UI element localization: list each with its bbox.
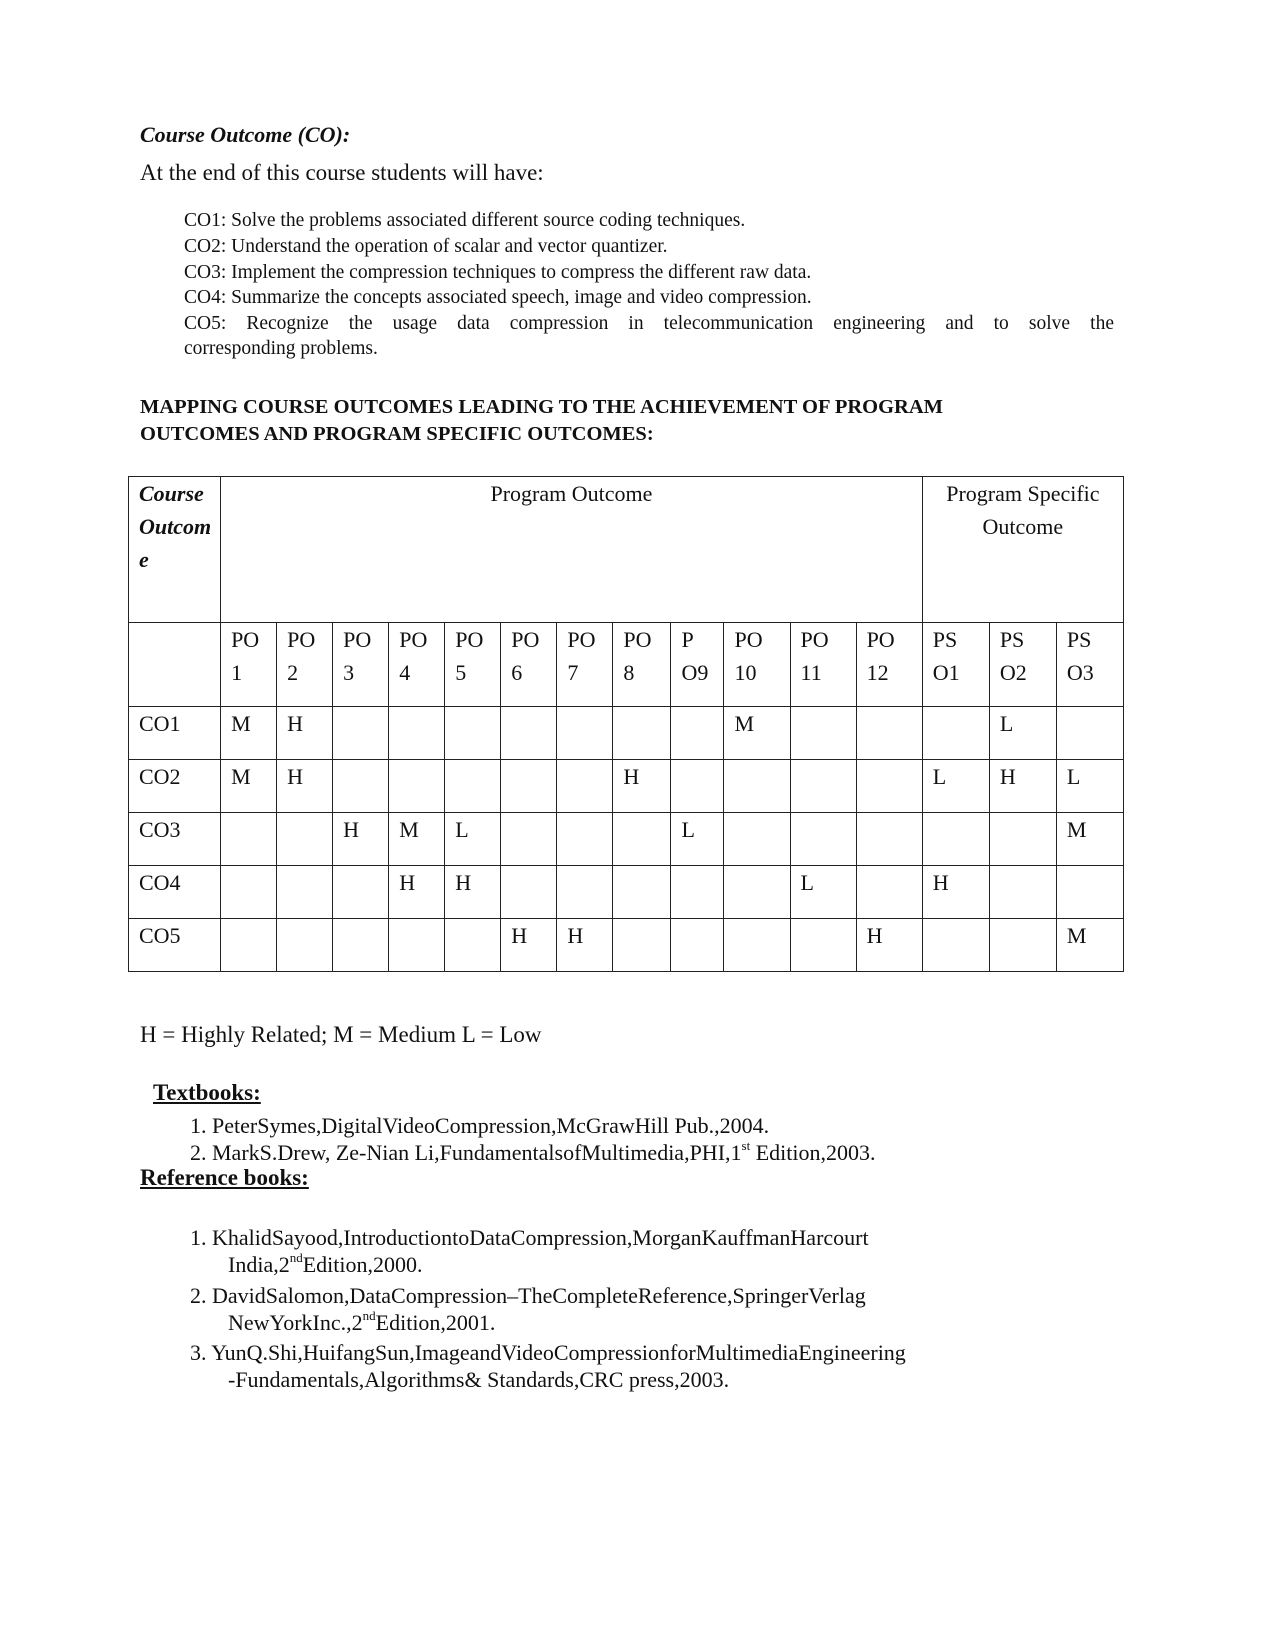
mapping-cell xyxy=(671,707,724,760)
mapping-cell: M xyxy=(1056,919,1123,972)
column-header xyxy=(724,623,790,707)
mapping-cell xyxy=(389,707,445,760)
column-header xyxy=(613,623,671,707)
reference-item-text: NewYorkInc.,2 xyxy=(228,1310,363,1335)
reference-item-line-1: YunQ.Shi,HuifangSun,ImageandVideoCompressionforMultimediaEngineering xyxy=(211,1340,906,1365)
column-header-line-1: PO xyxy=(800,627,829,652)
mapping-cell xyxy=(445,919,501,972)
column-header-line-1: PS xyxy=(932,627,958,652)
mapping-cell xyxy=(856,813,922,866)
mapping-cell xyxy=(856,866,922,919)
column-header-line-2: 12 xyxy=(866,660,889,685)
column-header-line-2: 1 xyxy=(231,660,243,685)
column-header xyxy=(221,623,277,707)
column-header xyxy=(989,623,1056,707)
row-co-label: CO5 xyxy=(129,919,221,972)
mapping-cell xyxy=(333,919,389,972)
row-co-label: CO4 xyxy=(129,866,221,919)
textbook-item-2 xyxy=(190,1140,875,1166)
table-row xyxy=(129,760,1124,813)
column-header-line-1: P xyxy=(681,627,694,652)
table-row xyxy=(129,866,1124,919)
co-item-2: CO2: Understand the operation of scalar and vector quantizer. xyxy=(184,236,668,257)
corner-label: Course Outcome xyxy=(129,477,221,623)
textbook-item-text: PeterSymes,DigitalVideoCompression,McGrawHill Pub.,2004. xyxy=(212,1113,770,1138)
column-header-line-2: 8 xyxy=(623,660,635,685)
mapping-cell xyxy=(557,866,613,919)
mapping-legend: H = Highly Related; M = Medium L = Low xyxy=(140,1022,542,1047)
mapping-cell: L xyxy=(790,866,856,919)
textbook-item-text: MarkS.Drew, Ze-Nian Li,FundamentalsofMultimedia,PHI,1 xyxy=(212,1140,742,1165)
mapping-cell: L xyxy=(922,760,989,813)
textbook-item-number: 1. xyxy=(190,1113,207,1138)
reference-item-text: India,2 xyxy=(228,1252,290,1277)
reference-item-3-line-2: -Fundamentals,Algorithms& Standards,CRC press,2003. xyxy=(228,1367,730,1392)
column-header-line-2: O9 xyxy=(681,660,709,685)
mapping-cell xyxy=(333,707,389,760)
table-row xyxy=(129,707,1124,760)
column-header-line-1: PO xyxy=(511,627,540,652)
column-header-line-1: PS xyxy=(1066,627,1092,652)
column-header-line-2: O2 xyxy=(999,660,1027,685)
mapping-cell xyxy=(724,866,790,919)
column-header xyxy=(1056,623,1123,707)
textbook-item-text-end: Edition,2003. xyxy=(750,1140,876,1165)
mapping-table xyxy=(128,476,1124,972)
mapping-cell xyxy=(671,866,724,919)
reference-item-text-end: Edition,2001. xyxy=(375,1310,496,1335)
column-header-line-1: PS xyxy=(999,627,1025,652)
mapping-cell xyxy=(613,866,671,919)
mapping-cell xyxy=(671,919,724,972)
co-item-1: CO1: Solve the problems associated different source coding techniques. xyxy=(184,210,746,231)
reference-item-number: 2. xyxy=(190,1283,207,1308)
mapping-cell xyxy=(445,760,501,813)
textbooks-heading: Textbooks: xyxy=(153,1080,261,1105)
mapping-cell xyxy=(922,707,989,760)
column-header xyxy=(277,623,333,707)
empty-header-cell xyxy=(129,623,221,707)
mapping-cell: M xyxy=(221,707,277,760)
co-item-5-continuation: corresponding problems. xyxy=(184,338,378,359)
mapping-cell: H xyxy=(445,866,501,919)
mapping-cell xyxy=(790,707,856,760)
mapping-cell xyxy=(501,707,557,760)
reference-item-number: 1. xyxy=(190,1225,207,1250)
program-specific-title xyxy=(922,477,1123,623)
column-header xyxy=(856,623,922,707)
mapping-cell xyxy=(557,760,613,813)
mapping-cell: H xyxy=(922,866,989,919)
column-header xyxy=(501,623,557,707)
reference-books-heading: Reference books: xyxy=(140,1165,309,1190)
column-header-line-2: 7 xyxy=(567,660,579,685)
table-row xyxy=(129,813,1124,866)
mapping-cell xyxy=(1056,866,1123,919)
mapping-cell xyxy=(333,760,389,813)
column-header xyxy=(922,623,989,707)
column-header xyxy=(790,623,856,707)
reference-item-1-line-2 xyxy=(228,1252,422,1278)
table-row xyxy=(129,919,1124,972)
mapping-cell: H xyxy=(277,760,333,813)
mapping-cell xyxy=(922,919,989,972)
column-header-line-2: 11 xyxy=(800,660,822,685)
mapping-cell xyxy=(501,813,557,866)
co-item-4: CO4: Summarize the concepts associated speech, image and video compression. xyxy=(184,287,812,308)
reference-item-number: 3. xyxy=(190,1340,207,1365)
mapping-cell: M xyxy=(1056,813,1123,866)
program-specific-title-line-2: Outcome xyxy=(982,514,1064,539)
textbook-item-sup: st xyxy=(741,1138,751,1153)
mapping-cell xyxy=(557,707,613,760)
column-header-line-1: PO xyxy=(623,627,652,652)
mapping-cell xyxy=(613,707,671,760)
mapping-cell xyxy=(790,813,856,866)
mapping-cell: L xyxy=(445,813,501,866)
textbook-item-1 xyxy=(190,1113,769,1139)
mapping-cell xyxy=(221,866,277,919)
mapping-cell xyxy=(221,813,277,866)
mapping-cell xyxy=(277,866,333,919)
mapping-cell: L xyxy=(671,813,724,866)
mapping-cell: H xyxy=(389,866,445,919)
mapping-heading xyxy=(140,394,1140,448)
column-header-line-2: 6 xyxy=(511,660,523,685)
mapping-cell: L xyxy=(1056,760,1123,813)
mapping-cell: H xyxy=(989,760,1056,813)
mapping-cell xyxy=(989,866,1056,919)
reference-item-1 xyxy=(190,1225,869,1251)
mapping-cell xyxy=(989,919,1056,972)
program-specific-title-line-1: Program Specific xyxy=(946,481,1100,506)
column-header xyxy=(557,623,613,707)
mapping-cell: H xyxy=(501,919,557,972)
reference-item-2 xyxy=(190,1283,866,1309)
mapping-heading-line-2: OUTCOMES AND PROGRAM SPECIFIC OUTCOMES: xyxy=(140,423,654,445)
reference-item-line-1: DavidSalomon,DataCompression–TheCompleteReference,SpringerVerlag xyxy=(212,1283,866,1308)
table-column-header-row xyxy=(129,623,1124,707)
course-outcome-heading: Course Outcome (CO): xyxy=(140,122,351,147)
column-header xyxy=(333,623,389,707)
column-header-line-2: 10 xyxy=(734,660,757,685)
reference-item-3 xyxy=(190,1340,906,1366)
mapping-cell xyxy=(671,760,724,813)
table-header-row xyxy=(129,477,1124,623)
column-header-line-1: PO xyxy=(567,627,596,652)
co-item-3: CO3: Implement the compression techniques to compress the different raw data. xyxy=(184,262,812,283)
row-co-label: CO3 xyxy=(129,813,221,866)
mapping-cell: H xyxy=(613,760,671,813)
mapping-heading-line-1: MAPPING COURSE OUTCOMES LEADING TO THE ACHIEVEMENT OF PROGRAM xyxy=(140,396,944,418)
column-header-line-2: 3 xyxy=(343,660,355,685)
mapping-cell xyxy=(1056,707,1123,760)
mapping-cell: M xyxy=(724,707,790,760)
column-header-line-2: 4 xyxy=(399,660,411,685)
row-co-label: CO1 xyxy=(129,707,221,760)
textbook-item-number: 2. xyxy=(190,1140,207,1165)
mapping-cell xyxy=(724,919,790,972)
mapping-cell: M xyxy=(389,813,445,866)
mapping-cell xyxy=(333,866,389,919)
mapping-cell xyxy=(790,919,856,972)
mapping-cell xyxy=(389,919,445,972)
column-header-line-1: PO xyxy=(231,627,260,652)
mapping-cell xyxy=(989,813,1056,866)
mapping-cell xyxy=(724,813,790,866)
column-header-line-1: PO xyxy=(287,627,316,652)
reference-item-sup: nd xyxy=(362,1308,376,1323)
reference-item-text-end: Edition,2000. xyxy=(302,1252,423,1277)
reference-item-sup: nd xyxy=(289,1250,303,1265)
mapping-cell xyxy=(277,813,333,866)
mapping-cell xyxy=(277,919,333,972)
column-header-line-1: PO xyxy=(455,627,484,652)
co-item-5: CO5: Recognize the usage data compression in telecommunication engineering and to solve the xyxy=(184,313,1114,334)
column-header-line-1: PO xyxy=(734,627,763,652)
mapping-cell xyxy=(922,813,989,866)
mapping-cell: H xyxy=(856,919,922,972)
mapping-cell xyxy=(856,707,922,760)
mapping-cell xyxy=(856,760,922,813)
column-header xyxy=(671,623,724,707)
reference-item-2-line-2 xyxy=(228,1310,495,1336)
column-header-line-1: PO xyxy=(343,627,372,652)
column-header xyxy=(445,623,501,707)
mapping-cell xyxy=(221,919,277,972)
column-header-line-2: 2 xyxy=(287,660,299,685)
mapping-cell: H xyxy=(333,813,389,866)
mapping-cell xyxy=(724,760,790,813)
column-header-line-2: 5 xyxy=(455,660,467,685)
column-header-line-1: PO xyxy=(866,627,895,652)
column-header-line-2: O1 xyxy=(932,660,960,685)
program-outcome-title: Program Outcome xyxy=(221,477,923,623)
column-header xyxy=(389,623,445,707)
mapping-cell: L xyxy=(989,707,1056,760)
mapping-cell xyxy=(501,760,557,813)
row-co-label: CO2 xyxy=(129,760,221,813)
mapping-cell xyxy=(790,760,856,813)
mapping-cell xyxy=(613,919,671,972)
mapping-cell xyxy=(501,866,557,919)
column-header-line-1: PO xyxy=(399,627,428,652)
mapping-cell xyxy=(557,813,613,866)
reference-item-line-1: KhalidSayood,IntroductiontoDataCompression,MorganKauffmanHarcourt xyxy=(212,1225,869,1250)
column-header-line-2: O3 xyxy=(1066,660,1094,685)
mapping-cell xyxy=(613,813,671,866)
mapping-cell: M xyxy=(221,760,277,813)
mapping-cell xyxy=(389,760,445,813)
course-outcome-intro: At the end of this course students will have: xyxy=(140,160,544,185)
mapping-cell: H xyxy=(557,919,613,972)
mapping-cell xyxy=(445,707,501,760)
mapping-cell: H xyxy=(277,707,333,760)
